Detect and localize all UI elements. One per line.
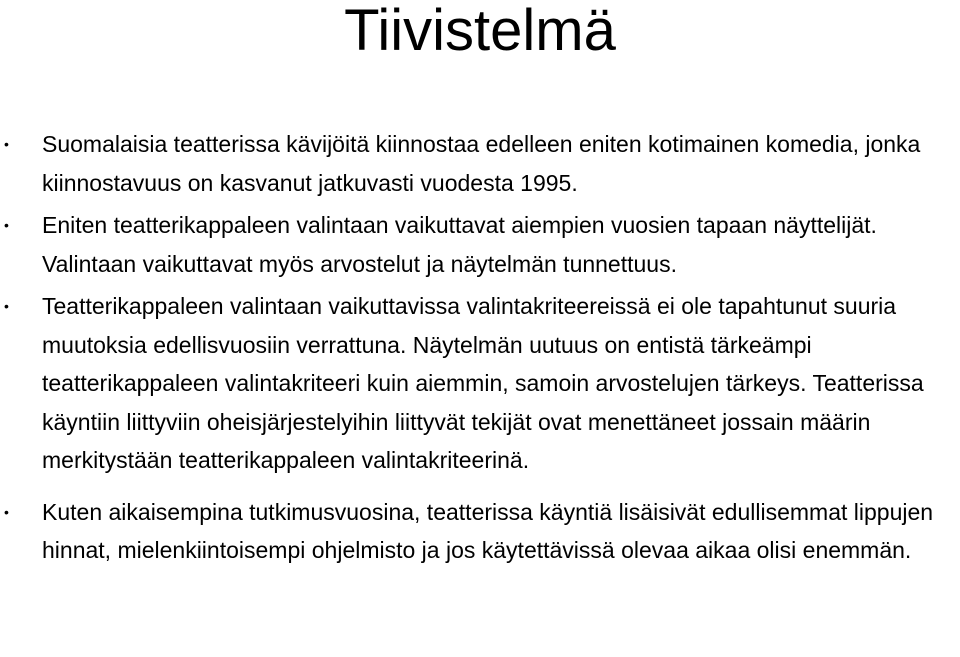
bullet-item-4 [0, 493, 960, 570]
bullet-text-3: Teatterikappaleen valintaan vaikuttavissa valintakriteereissä ei ole tapahtunut suuria muutoksia edellisvuosiin verrattuna. Näytelmän uutuus on entistä tärkeämpi teatterikappaleen valintakriteeri kuin aiemmin, samoin arvostelujen tärkeys. Teatterissa käyntiin liittyviin oheisjärjestelyihin liittyvät tekijät ovat menettäneet jossain määrin merkitystään teatterikappaleen valintakriteerinä. [42, 293, 924, 473]
bullet-item-2 [0, 206, 960, 283]
bullet-dot-icon: • [4, 136, 9, 152]
bullet-dot-icon: • [4, 298, 9, 314]
bullet-dot-icon: • [4, 217, 9, 233]
bullet-text-2: Eniten teatterikappaleen valintaan vaikuttavat aiempien vuosien tapaan näyttelijät. Valintaan vaikuttavat myös arvostelut ja näytelmän tunnettuus. [42, 212, 877, 277]
bullet-dot-icon: • [4, 503, 9, 520]
bullet-list [0, 125, 960, 570]
bullet-text-4: Kuten aikaisempina tutkimusvuosina, teatterissa käyntiä lisäisivät edullisemmat lippujen hinnat, mielenkiintoisempi ohjelmisto ja jos käytettävissä olevaa aikaa olisi enemmän. [42, 498, 934, 563]
bullet-item-1 [0, 125, 960, 202]
slide-title: Tiivistelmä [344, 0, 616, 63]
bullet-item-3 [0, 287, 960, 480]
bullet-text-1: Suomalaisia teatterissa kävijöitä kiinnostaa edelleen eniten kotimainen komedia, jonka kiinnostavuus on kasvanut jatkuvasti vuodesta 1995. [42, 131, 921, 196]
